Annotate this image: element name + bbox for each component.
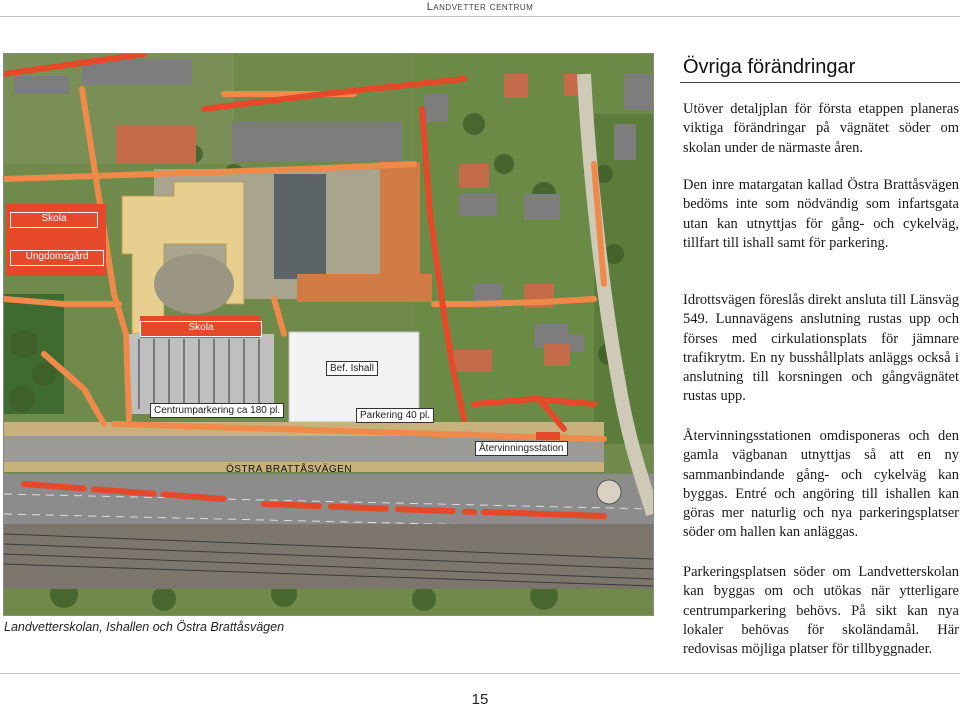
- paragraph-intro: Utöver detaljplan för första etappen planeras viktiga förändringar på vägnätet söder om skolan under de närmaste åren.: [683, 101, 959, 156]
- school-zone-left: Skola: [10, 212, 98, 228]
- paragraph-brattasvagen: Den inre matargatan kallad Östra Brattåsvägen bedöms inte som nödvändig som infartsgata utan kan utnyttjas för gång- och cykelväg, tillfart till ishall samt för parkering.: [683, 177, 959, 251]
- map-drawing: [4, 54, 653, 615]
- paragraph-parkering: Parkeringsplatsen söder om Landvetterskolan kan byggas om och utökas när ytterligare centrumparkering behövs. På sikt kan nya lokaler behövas för skoländamål. Här redovisas möjliga platser för tillbyggnader.: [683, 564, 959, 658]
- ice-rink-label: Bef. Ishall: [326, 361, 378, 376]
- title-underline: [680, 82, 960, 83]
- parking-40-label: Parkering 40 pl.: [356, 408, 434, 423]
- aerial-map: [3, 53, 654, 616]
- youth-center-label: Ungdomsgård: [10, 250, 104, 266]
- central-parking-label: Centrumparkering ca 180 pl.: [150, 403, 284, 418]
- paragraph-idrottsvagen: Idrottsvägen föreslås direkt ansluta till Länsväg 549. Lunnavägens anslutning rustas upp och förses med cirkulationsplats för jämnare trafikrytm. En ny busshållplats anläggs också i anslutning till korsningen och gångvägnätet rustas upp.: [683, 292, 959, 405]
- map-caption: Landvetterskolan, Ishallen och Östra Brattåsvägen: [4, 620, 285, 634]
- school-zone-center: Skola: [140, 321, 262, 337]
- header-divider: [0, 16, 960, 17]
- paragraph-atervinning: Återvinningsstationen omdisponeras och den gamla vägbanan utnyttjas så att en ny sammanbindande gång- och cykelväg kan byggas. Entré och angöring till ishallen kan göras mer naturlig och nya parkeringsplatser söder om hallen kan anläggas.: [683, 428, 959, 541]
- section-title: Övriga förändringar: [683, 56, 856, 78]
- road-name-label: ÖSTRA BRATTÅSVÄGEN: [226, 464, 353, 475]
- recycling-station-label: Återvinningsstation: [475, 441, 568, 456]
- footer-divider: [0, 673, 960, 674]
- running-header: Landvetter centrum: [426, 1, 534, 13]
- page-number: 15: [471, 691, 489, 708]
